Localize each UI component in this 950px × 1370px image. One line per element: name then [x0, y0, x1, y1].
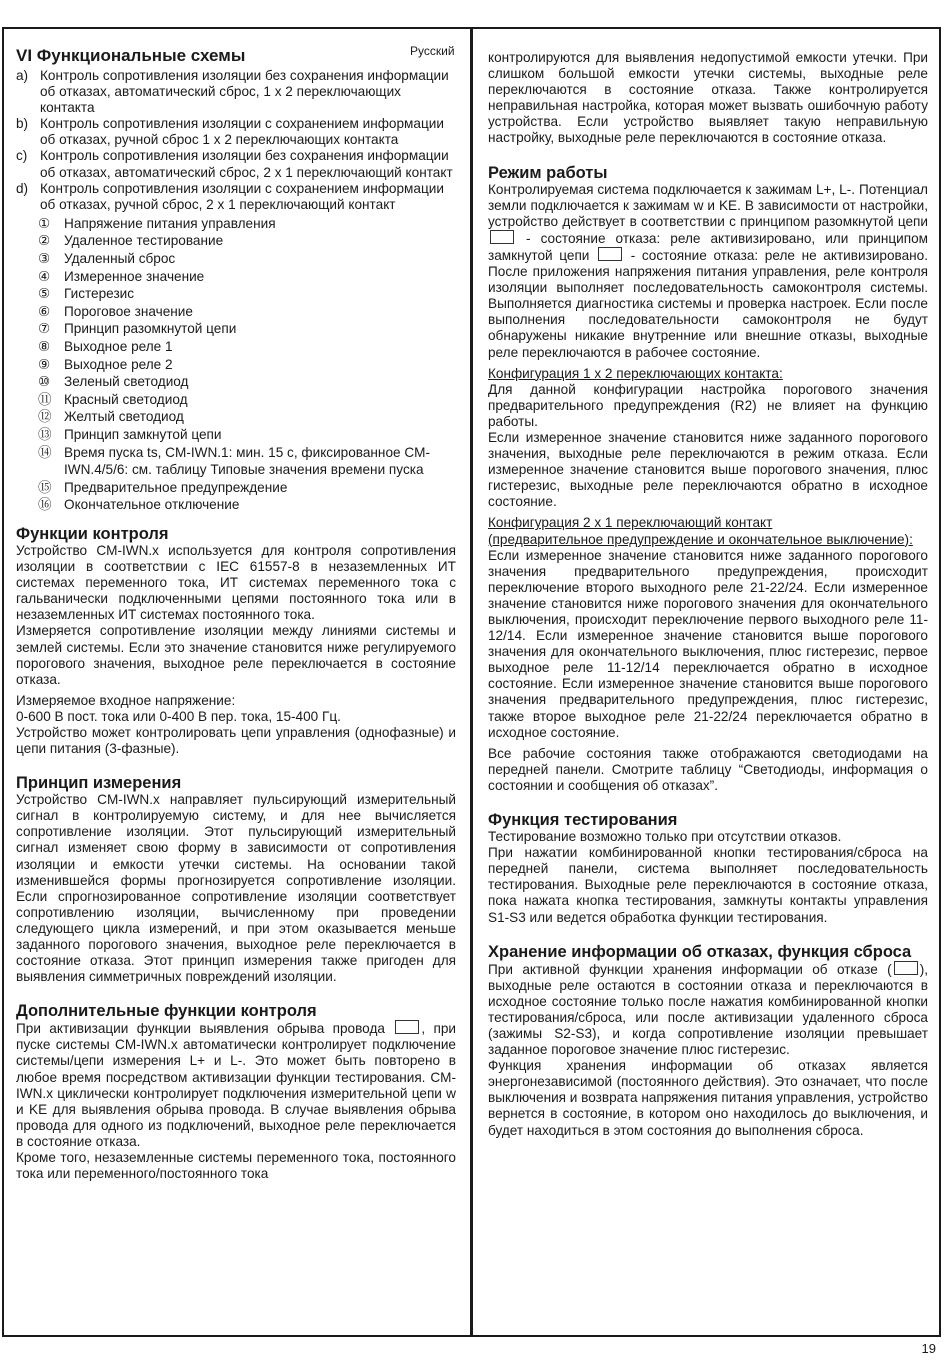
- config1-paragraph: Для данной конфигурации настройка порогового значения предварительного предупреждения (R2) не влияет на функцию работы.: [488, 381, 928, 429]
- legend-text: Принцип замкнутой цепи: [64, 426, 222, 442]
- leds-paragraph: Все рабочие состояния также отображаются светодиодами на передней панели. Смотрите таблицу “Светодиоды, информация о состоянии и сообщения об отказах”.: [488, 745, 928, 793]
- mode-letter: a): [16, 68, 29, 83]
- test-paragraph: Тестирование возможно только при отсутствии отказов.: [488, 829, 842, 845]
- legend-text: Выходное реле 2: [64, 356, 173, 372]
- mode-list: [16, 68, 456, 213]
- legend-item: [38, 479, 456, 497]
- legend-item: [38, 408, 456, 426]
- mode-item: [16, 148, 456, 180]
- legend-text: Время пуска ts, CM-IWN.1: мин. 15 с, фиксированное CM-IWN.4/5/6: см. таблицу Типовые значения времени пуска: [64, 444, 431, 478]
- legend-item: [38, 391, 456, 409]
- additional-paragraph: При активизации функции выявления обрыва провода , при пуске системы CM-IWN.x автоматически контролирует подключение системы/цепи измерения L+ и L-. Это может быть повторено в любое время посредством активизации функции тестирования. CM-IWN.x циклически контролирует подключения измерительной цепи w и KE для выявления обрыва провода. В случае выявления обрыва провода для одного из подключений, выходное реле переключается в состояние отказа.: [16, 1021, 456, 1149]
- config1-label: Конфигурация 1 x 2 переключающих контакта:: [488, 365, 783, 381]
- section-title: Функциональные схемы: [36, 46, 246, 65]
- legend-number: ⑯: [38, 497, 52, 513]
- config1-paragraph: Если измеренное значение становится ниже заданного порогового значения, выходные реле переключаются в режим отказа. Если измеренное значение становится выше порогового значения, плюс гистерезис, выходные реле переключаются обратно в исходное состояние.: [488, 429, 928, 510]
- legend-number: ⑧: [38, 339, 51, 354]
- legend-item: [38, 356, 456, 374]
- legend-number: ④: [38, 268, 51, 284]
- legend-number: ⑥: [38, 303, 51, 319]
- voltage-label: Измеряемое входное напряжение:: [16, 692, 236, 708]
- fault-storage-icon: [894, 961, 918, 975]
- legend-item: [38, 496, 456, 514]
- legend-text: Предварительное предупреждение: [64, 479, 288, 495]
- operation-paragraph: Контролируемая система подключается к зажимам L+, L-. Потенциал земли подключается к зажимам w и KE. В зависимости от настройки, устройство действует в соответствии с принципом разомкнутой цепи - состояние отказа: реле активизировано, или принципом замкнутой цепи - состояние отказа: реле не активизировано. После приложения напряжения питания управления, реле контроля изоляции выполняет последовательность самоконтроля системы. Выполняется диагностика системы и проверка настроек. Если после выполнения последовательности самоконтроля не будут обнаружены никакие внутренние или внешние отказы, выходные реле переключаются в рабочее состояние.: [488, 181, 929, 360]
- left-column: [16, 38, 456, 1182]
- legend-text: Гистерезис: [64, 286, 135, 302]
- legend-number: ⑮: [38, 479, 52, 495]
- config2-label: (предварительное предупреждение и окончательное выключение):: [488, 531, 913, 547]
- legend-number: ⑤: [38, 286, 51, 302]
- operation-heading: Режим работы: [488, 163, 608, 182]
- section-number: VI: [16, 46, 33, 65]
- mode-item: [16, 68, 456, 116]
- principle-paragraph: Устройство CM-IWN.x направляет пульсирующий измерительный сигнал в контролируемую систему, и для нее вычисляется сопротивление изоляции. Этот пульсирующий измерительный сигнал изменяет свою форму в зависимости от сопротивления изоляции и емкости утечки системы. На основании такой изменившейся формы прогнозируется сопротивление изоляции. Если спрогнозированное сопротивление изоляции соответствует сопротивлению изоляции, вычисленному при проведении следующего цикла измерений, и при этом оказывается меньше заданного порогового значения, выходное реле переключается в состояние отказа. Этот принцип измерения также пригоден для выявления симметричных повреждений изоляции.: [16, 792, 456, 985]
- monitoring-paragraph: Измеряется сопротивление изоляции между линиями системы и землей системы. Если это значение становится ниже регулируемого порогового значения, выходное реле переключается в состояние отказа.: [16, 623, 456, 687]
- legend-number: ①: [38, 215, 51, 231]
- monitoring-paragraph: Устройство CM-IWN.x используется для контроля сопротивления изоляции в соответствии с IEC 61557-8 в незаземленных ИТ системах переменного тока, ИТ системах переменного тока с гальванически подключенными цепями постоянного тока или в незаземленных ИТ системах постоянного тока.: [16, 542, 456, 623]
- test-paragraph: При нажатии комбинированной кнопки тестирования/сброса на передней панели, система выполняет последовательность тестирования. Выходные реле переключаются в состояние отказа, пока нажата кнопка тестирования, замкнуты контакты управления S1-S3 или ведется обработка функции тестирования.: [488, 845, 928, 925]
- legend-text: Пороговое значение: [64, 303, 193, 319]
- storage-paragraph: Функция хранения информации об отказах является энергонезависимой (постоянного действия). Это означает, что после выключения и возврата напряжения питания управления, устройство вернется в состояние, в котором оно находилось до выключения, и будет находиться в этом состояния до выполнения сброса.: [488, 1058, 928, 1138]
- mode-text: Контроль сопротивления изоляции с сохранением информации об отказах, ручной сброс 1 x 2 переключающих контакта: [40, 116, 444, 148]
- legend-item: [38, 268, 456, 286]
- mode-letter: d): [16, 180, 29, 196]
- legend-item: [38, 215, 456, 233]
- monitoring-heading: Функции контроля: [16, 524, 169, 543]
- legend-number: ⑫: [38, 409, 52, 425]
- mode-letter: b): [16, 116, 29, 132]
- mode-item: [16, 116, 456, 148]
- monitoring-paragraph: Устройство может контролировать цепи управления (однофазные) и цепи питания (3-фазные).: [16, 724, 456, 757]
- legend-item: [38, 444, 456, 479]
- section-heading: [16, 46, 456, 66]
- right-column: [488, 38, 928, 1139]
- config2-label: Конфигурация 2 x 1 переключающий контакт: [488, 515, 773, 531]
- mode-text: Контроль сопротивления изоляции с сохранением информации об отказах, ручной сброс, 2 x 1 переключающий контакт: [40, 180, 444, 212]
- legend-number: ⑩: [38, 374, 51, 390]
- legend-text: Окончательное отключение: [64, 497, 240, 513]
- additional-paragraph: Кроме того, незаземленные системы переменного тока, постоянного тока или переменного/постоянного тока: [16, 1150, 456, 1182]
- mode-text: Контроль сопротивления изоляции без сохранения информации об отказах, автоматический сброс, 2 x 1 переключающий контакт: [40, 148, 453, 180]
- legend-text: Красный светодиод: [64, 391, 188, 407]
- legend-number: ②: [38, 233, 51, 249]
- legend-text: Выходное реле 1: [64, 339, 173, 354]
- wire-break-icon: [395, 1020, 419, 1034]
- storage-heading: Хранение информации об отказах, функция сброса: [488, 942, 912, 961]
- legend-number: ⑬: [38, 426, 52, 442]
- open-circuit-icon: [490, 230, 514, 244]
- legend-list: [38, 215, 456, 514]
- legend-item: [38, 232, 456, 250]
- config2-paragraph: Если измеренное значение становится ниже заданного порогового значения предварительного предупреждения, происходит переключение второго выходного реле 21-22/24. Если измеренное значение становится ниже порогового значения для окончательного выключения, происходит переключение первого выходного реле 11-12/14. Если измеренное значение становится выше порогового значения для окончательного выключения, плюс гистерезис, первое выходное реле 11-12/14 переключается обратно в исходное состояние. Если измеренное значение становится выше порогового значения предварительного предупреждения, плюс гистерезис, также второе выходное реле 21-22/24 переключается обратно в исходное состояние.: [488, 547, 928, 740]
- legend-text: Принцип разомкнутой цепи: [64, 321, 237, 337]
- page-number: 19: [921, 1341, 936, 1356]
- continued-paragraph: контролируются для выявления недопустимой емкости утечки. При слишком большой емкости утечки системы, выходные реле переключаются в состояние отказа. Также контролируется неправильная настройка, которая может вызвать ошибочную работу устройства. Если устройство выявляет такую неправильную настройку, выходные реле переключаются в состояние отказа.: [488, 50, 928, 146]
- closed-circuit-icon: [598, 247, 622, 261]
- mode-item: [16, 181, 456, 213]
- legend-text: Удаленное тестирование: [64, 233, 224, 249]
- mode-text: Контроль сопротивления изоляции без сохранения информации об отказах, автоматический сброс, 1 x 2 переключающих контакта: [40, 68, 449, 116]
- legend-item: [38, 285, 456, 303]
- legend-text: Удаленный сброс: [64, 251, 176, 267]
- legend-item: [38, 338, 456, 356]
- test-heading: Функция тестирования: [488, 811, 678, 830]
- legend-text: Измеренное значение: [64, 268, 205, 284]
- legend-item: [38, 373, 456, 391]
- voltage-value: 0-600 В пост. тока или 0-400 В пер. тока, 15-400 Гц.: [16, 708, 341, 724]
- legend-number: ⑦: [38, 321, 51, 337]
- legend-text: Желтый светодиод: [64, 409, 184, 425]
- legend-number: ⑪: [38, 391, 52, 407]
- legend-item: [38, 426, 456, 444]
- storage-paragraph: При активной функции хранения информации об отказе ( ), выходные реле остаются в состоянии отказа и переключаются в исходное состояние только после нажатия комбинированной кнопки тестирования/сброса, или после активизации удаленного сброса (зажимы S2-S3), и когда сопротивление изоляции превышает заданное пороговое значение плюс гистерезис.: [488, 961, 928, 1058]
- language-label: Русский: [410, 44, 455, 58]
- column-divider: [470, 27, 473, 1337]
- legend-number: ③: [38, 251, 51, 267]
- principle-heading: Принцип измерения: [16, 774, 182, 793]
- legend-number: ⑭: [38, 444, 52, 460]
- legend-item: [38, 303, 456, 321]
- legend-text: Зеленый светодиод: [64, 374, 189, 390]
- mode-letter: c): [16, 148, 28, 164]
- legend-text: Напряжение питания управления: [64, 215, 276, 231]
- legend-number: ⑨: [38, 356, 51, 372]
- legend-item: [38, 250, 456, 268]
- legend-item: [38, 320, 456, 338]
- additional-heading: Дополнительные функции контроля: [16, 1002, 317, 1021]
